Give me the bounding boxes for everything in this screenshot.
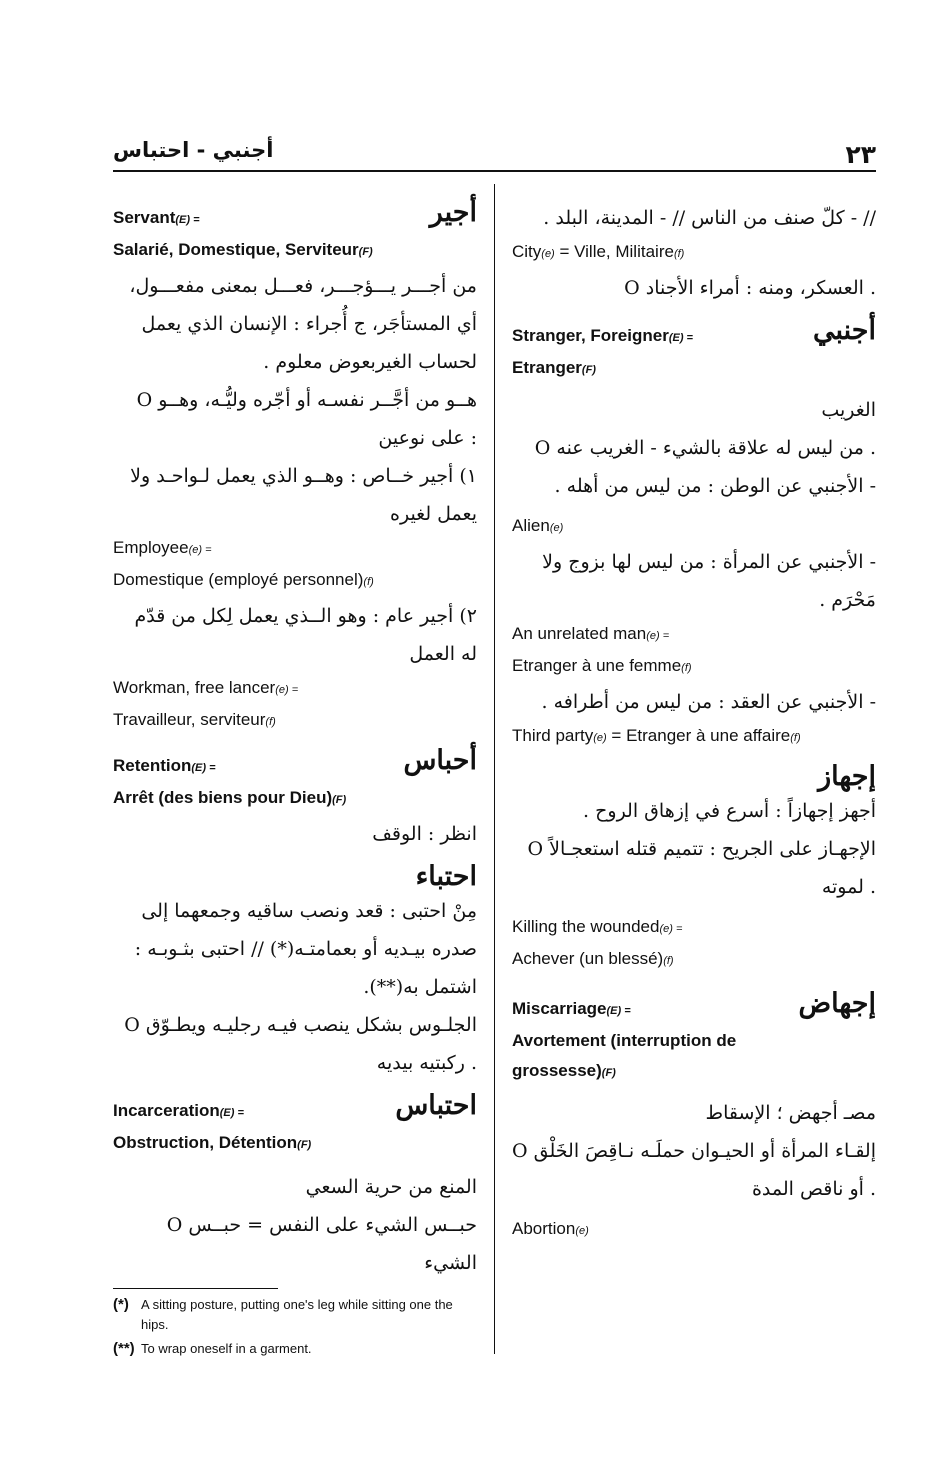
term-text: Workman, free lancer [113,678,276,697]
french-term [113,705,477,737]
english-term [512,721,876,753]
term-text: (*) [113,1296,129,1313]
term-text: Arrêt (des biens pour Dieu) [113,788,333,807]
term-text: City [512,242,542,261]
arabic-definition: O الجلـوس بشكل ينصب فيـه رجليـه ويطـوّق ركبتيه بيديه . [124,1014,477,1074]
term-text: Etranger à une femme [512,656,682,675]
french-term [512,353,876,385]
term-text: (F) [297,1139,312,1151]
arabic-definition: - الأجنبي عن العقد : من ليس من أطرافه . [541,691,876,713]
running-title: أجنبي - احتباس [113,138,274,162]
term-text: An unrelated man [512,624,647,643]
left-column [113,195,477,1359]
entry-ijhad [512,988,876,1246]
term-text: Domestique (employé personnel) [113,570,364,589]
footnote-rule [113,1288,278,1289]
term-text: (f) [673,248,685,260]
term-text: (f) [663,955,674,967]
arabic-definition: O الإجهـاز على الجريح : تتميم قتله استعجـالاً لموته . [527,838,876,898]
english-term [512,619,876,651]
term-text: A sitting posture, putting one's leg while sitting one the hips. [141,1297,453,1332]
entry-ijhaz [512,761,876,976]
footnote [113,1295,477,1335]
english-term [512,912,876,944]
arabic-definition: // - كلّ صنف من الناس // - المدينة، البلد . [543,207,876,229]
entry-ahbas [113,745,477,853]
french-term [512,651,876,683]
term-text: (e) = [659,923,683,935]
arabic-definition: ٢) أجير عام : وهو الــذي يعمل لِكل من قدّم له العمل [134,605,477,665]
term-text: = Etranger à une affaire [606,726,791,745]
term-text: Employee [113,538,189,557]
arabic-definition: O هــو من أجَّــر نفسـه أو أجّره وليُّـه، وهــو على نوعين : [136,389,477,449]
term-text: (e) = [646,630,670,642]
term-text: Achever (un blessé) [512,949,664,968]
term-text: (E) = [668,332,693,344]
entry-ajnabi [512,315,876,753]
entry-ihtibas [113,1090,477,1282]
term-text: (E) = [175,214,200,226]
arabic-definition: O من ليس له علاقة بالشيء - الغريب عنه . [534,437,876,459]
term-text: (E) = [219,1107,244,1119]
term-text: (e) [541,248,555,260]
term-text: (f) [681,662,692,674]
french-term [113,783,477,815]
term-text: (e) [593,732,607,744]
term-text: = Ville, Militaire [554,242,674,261]
term-text: (F) [358,246,373,258]
arabic-definition: ١) أجير خــاص : وهــو الذي يعمل لـواحـد ولا يعمل لغيره [130,465,477,525]
arabic-definition: مصـ أجهض ؛ الإسقاط [705,1102,876,1124]
french-term [113,565,477,597]
term-text: (F) [581,364,596,376]
footnote [113,1339,477,1359]
term-text: Abortion [512,1219,576,1238]
term-text: (F) [601,1067,616,1079]
term-text: Travailleur, serviteur [113,710,266,729]
term-text: (E) = [606,1005,631,1017]
term-text: (F) [332,794,347,806]
english-term [512,237,876,269]
arabic-definition: O العسكر، ومنه : أمراء الأجناد . [624,277,876,299]
term-text: (e) [549,522,564,534]
headword: إجهاض [798,988,876,1019]
term-text: Stranger, Foreigner [512,326,669,345]
arabic-definition: من أجـــر يـــؤجـــر، فعـــل بمعنى مفعـــول، أي المستأجَر، ج أُجراء : الإنسان الذي يعمل لحساب الغيربعوض معلوم . [129,275,477,373]
english-term [113,533,477,565]
term-text: Incarceration [113,1101,220,1120]
english-term [512,994,772,1026]
term-text: Miscarriage [512,999,607,1018]
headword: أحباس [403,745,477,776]
right-column [512,195,876,1246]
term-text: (e) = [188,544,212,556]
header-rule [113,170,876,172]
term-text: Obstruction, Détention [113,1133,298,1152]
page-number: ٢٣ [845,140,876,169]
term-text: Servant [113,208,176,227]
headword: أجير [429,197,477,228]
arabic-definition: أجهز إجهازاً : أسرع في إزهاق الروح . [583,800,876,822]
english-term [512,511,876,543]
entry-ajir [113,197,477,737]
term-text: (f) [363,576,374,588]
arabic-definition: - الأجنبي عن الوطن : من ليس من أهله . [554,475,876,497]
entry-ihtiba [113,861,477,1082]
headword: أجنبي [813,315,876,346]
term-text: Salarié, Domestique, Serviteur [113,240,359,259]
english-term [113,673,477,705]
english-term [113,203,477,235]
english-term [512,1214,876,1246]
term-text: Third party [512,726,594,745]
arabic-definition: O حبــس الشيء على النفس = حبــس الشيء [166,1214,477,1274]
term-text: To wrap oneself in a garment. [141,1341,312,1356]
term-text: (e) = [275,684,299,696]
arabic-definition: انظر : الوقف [372,823,477,845]
term-text: Alien [512,516,550,535]
arabic-definition: الغريب [821,399,876,421]
column-divider [494,184,495,1354]
term-text: Killing the wounded [512,917,660,936]
term-text: Avortement (interruption de grossesse) [512,1031,737,1080]
headword: احتباس [395,1090,477,1121]
arabic-definition: O إلقـاء المرأة أو الحيـوان حملَـه نـاقِصَ الخَلْق أو ناقص المدة . [512,1140,876,1200]
term-text: (e) [575,1225,589,1237]
french-term [113,235,477,267]
arabic-definition: - الأجنبي عن المرأة : من ليس لها بزوج ولا مَحْرَم . [542,551,876,611]
term-text: (E) = [191,762,216,774]
term-text: (f) [265,716,276,728]
french-term [512,1026,772,1088]
arabic-definition: مِنْ احتبى : قعد ونصب ساقيه وجمعهما إلى صدره بيـديه أو بعمامتـه(*) // احتبى بثـوبـه : اشتمل به(**). [134,900,477,998]
arabic-definition: المنع من حرية السعي [305,1176,477,1198]
headword: إجهاز [818,761,876,792]
french-term [113,1128,477,1160]
term-text: (**) [113,1340,135,1357]
french-term [512,944,876,976]
term-text: Etranger [512,358,582,377]
headword: احتباء [415,861,477,892]
term-text: (f) [790,732,801,744]
term-text: Retention [113,756,192,775]
entry-jund-continued [512,199,876,307]
